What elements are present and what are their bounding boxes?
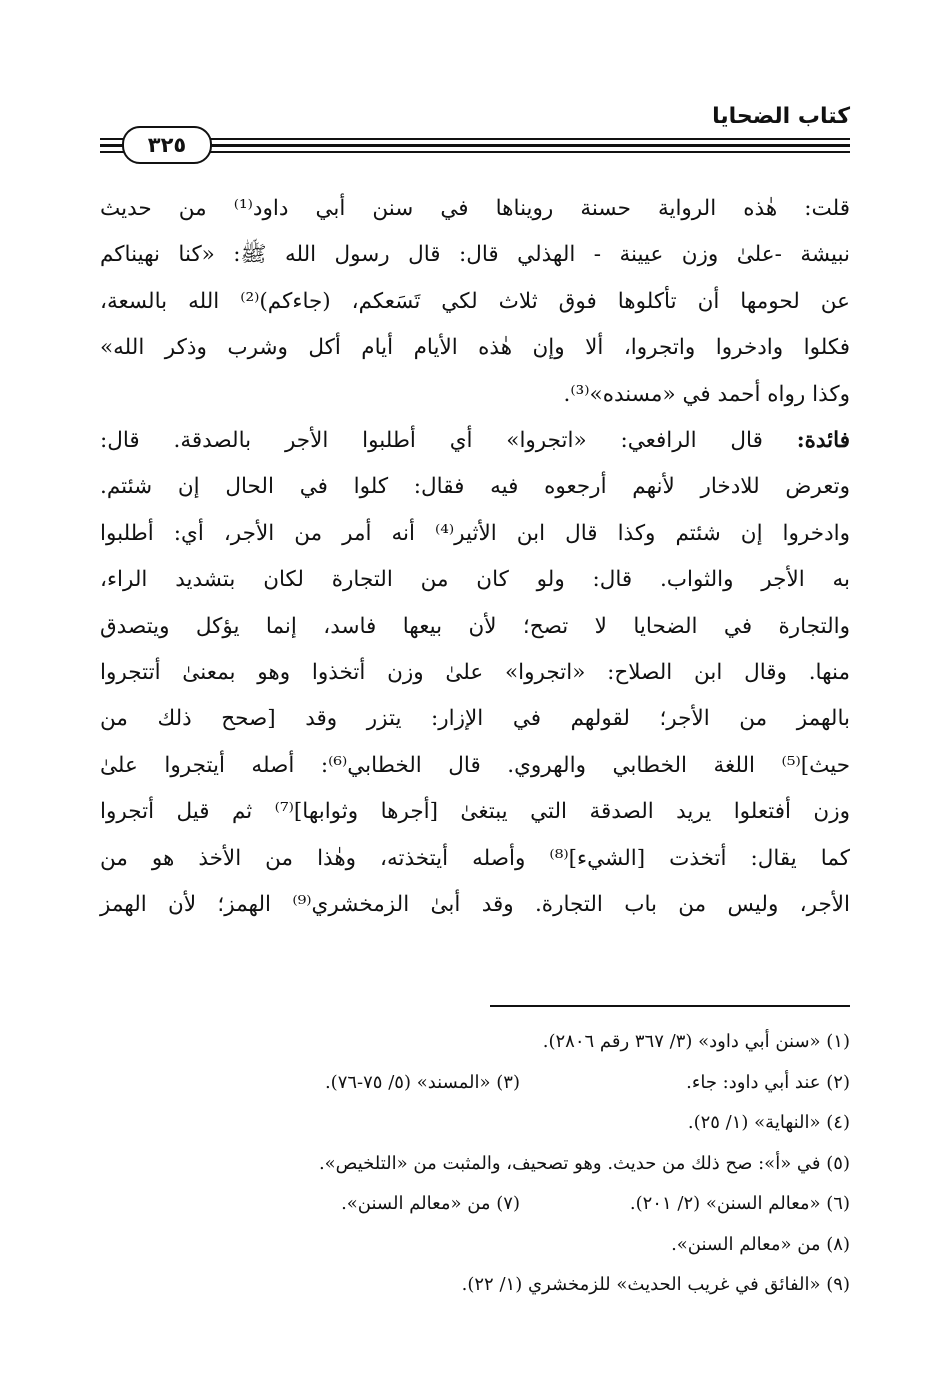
footnote: (٤) «النهاية» (١/ ٢٥). [687,1112,850,1133]
footnote: (٥) في «أ»: صح ذلك من حديث. وهو تصحيف، والمثبت من «التلخيص». [318,1152,850,1174]
text-line: منها. وقال ابن الصلاح: «اتجروا» علىٰ وزن أتخذوا وهو بمعنىٰ أتتجروا [100,660,850,686]
text-line: كما يقال: أتخذت [الشيء]⁽⁸⁾ وأصله أيتخذته، وهٰذا من الأخذ هو من [100,845,850,871]
page-header [100,104,850,164]
footnote-row [100,1184,850,1225]
text-line: به الأجر والثواب. قال: ولو كان من التجارة لكان بتشديد الراء، [100,567,850,593]
footnote: (٨) من «معالم السنن». [671,1233,850,1255]
footnote: (٩) «الفائق في غريب الحديث» للزمخشري (١/ ٢٢). [461,1274,850,1295]
text-line: وزن أفتعلوا يريد الصدقة التي يبتغىٰ [أجرها وثوابها]⁽⁷⁾ ثم قيل أتجروا [100,799,850,825]
text-line [100,418,850,464]
text-line: نبيشة -علىٰ وزن عيينة - الهذلي قال: قال رسول الله ﷺ: «كنا نهيناكم [100,242,850,268]
footnote: (١) «سنن أبي داود» (٣/ ٣٦٧ رقم ٢٨٠٦). [542,1031,850,1052]
text-line: قلت: هٰذه الرواية حسنة رويناها في سنن أبي داود⁽¹⁾ من حديث [100,196,850,221]
text-line: فكلوا وادخروا واتجروا، ألا وإن هٰذه الأيام أيام أكل وشرب وذكر الله» [100,335,850,361]
footnote-row [100,1063,850,1104]
text-line: بالهمز من الأجر؛ لقولهم في الإزار: يتزر وقد [صحح ذلك من [100,706,850,732]
body-text [100,186,850,929]
text-line: وادخروا إن شئتم وكذا قال ابن الأثير⁽⁴⁾ أنه أمر من الأجر، أي: أطلبوا [100,520,850,546]
footnote: (٢) عند أبي داود: جاء. [686,1071,850,1093]
header-rule [210,138,850,140]
text-line: عن لحومها أن تأكلوها فوق ثلاث لكي تَسَعكم، (جاءكم)⁽²⁾ الله بالسعة، [100,288,850,314]
text-span: قال الرافعي: «اتجروا» أي أطلبوا الأجر بالصدقة. قال: [100,428,763,454]
footnote: (٦) «معالم السنن» (٢/ ٢٠١). [629,1193,850,1214]
footnote: (٣) «المسند» (٥/ ٧٥-٧٦). [324,1071,520,1093]
text-line: الأجر، وليس من باب التجارة. وقد أبىٰ الزمخشري⁽⁹⁾ الهمز؛ لأن الهمز [100,892,851,918]
text-line: والتجارة في الضحايا لا تصح؛ لأن بيعها فاسد، إنما يؤكل ويتصدق [100,613,850,639]
paragraph-1 [100,186,850,418]
page-number: ٣٢٥ [122,126,212,164]
text-line: حيث]⁽⁵⁾ اللغة الخطابي والهروي. قال الخطابي⁽⁶⁾: أصله أيتجروا علىٰ [100,752,851,778]
text-line: وتعرض للادخار لأنهم أرجعوه فيه فقال: كلوا في الحال إن شئتم. [100,474,850,500]
text-line: وكذا رواه أحمد في «مسنده»⁽³⁾. [563,381,850,407]
note-lead: فائدة: [796,428,850,454]
footnote: (٧) من «معالم السنن». [341,1193,520,1214]
footnote-separator [490,1005,850,1007]
running-title: كتاب الضحايا [712,104,850,129]
footnotes [100,1022,850,1306]
header-rule [210,151,850,153]
header-rule [210,144,850,147]
paragraph-2 [100,418,850,928]
